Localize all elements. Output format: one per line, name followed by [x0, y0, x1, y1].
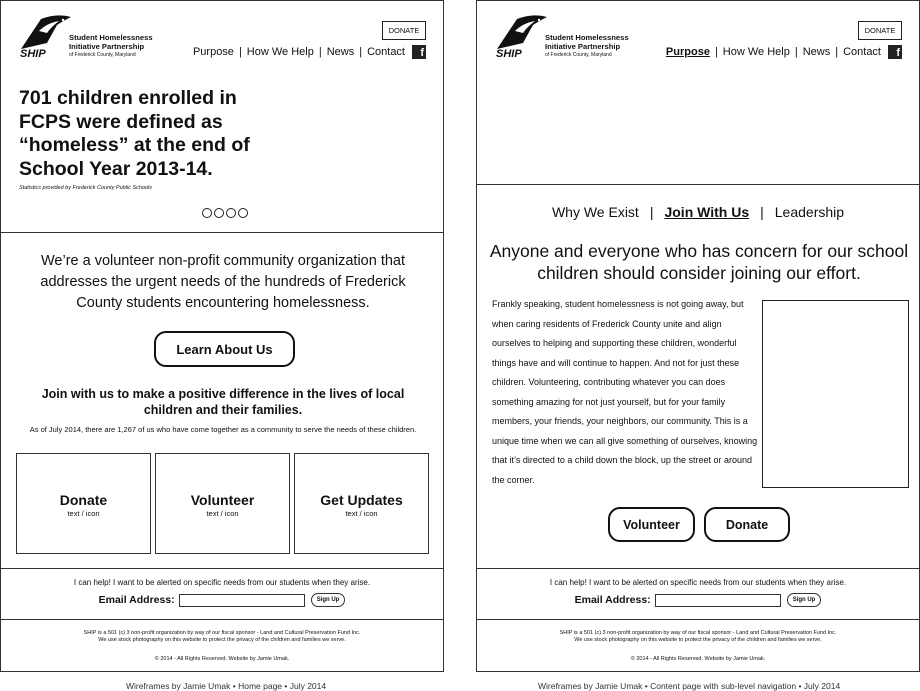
nav-item-purpose[interactable]: Purpose — [665, 46, 710, 58]
signup-row — [1, 593, 443, 607]
card-title: Volunteer — [190, 492, 255, 508]
subnav-separator: | — [760, 204, 764, 220]
donate-header-button[interactable]: DONATE — [382, 21, 426, 40]
org-location: of Frederick County, Maryland — [545, 52, 612, 58]
nav-separator: | — [835, 46, 839, 58]
section-divider — [477, 184, 919, 185]
sign-up-button[interactable]: Sign Up — [787, 593, 822, 607]
slider-dot-icon[interactable] — [226, 208, 236, 218]
image-placeholder — [762, 300, 909, 488]
signup-prompt: I can help! I want to be alerted on specific needs from our students when they arise. — [73, 578, 371, 587]
subnav-item-why-we-exist[interactable]: Why We Exist — [551, 204, 639, 220]
signup-prompt: I can help! I want to be alerted on specific needs from our students when they arise. — [549, 578, 847, 587]
email-field[interactable] — [179, 594, 305, 607]
hero-statistic: 701 children enrolled in FCPS were defined as “homeless” at the end of School Year 2013-14. — [19, 87, 250, 180]
section-divider — [1, 568, 443, 569]
subnav-item-join-with-us[interactable]: Join With Us — [664, 204, 750, 220]
content-heading: Anyone and everyone who has concern for our school children should consider joining our effort. — [489, 241, 909, 283]
section-divider — [1, 232, 443, 233]
org-location: of Frederick County, Maryland — [69, 52, 136, 58]
subnav-item-leadership[interactable]: Leadership — [774, 204, 845, 220]
join-heading: Join with us to make a positive difference in the lives of local children and their families. — [41, 387, 405, 417]
card-subtitle: text / icon — [67, 509, 100, 518]
nav-separator: | — [238, 46, 242, 58]
nav-item-how-we-help[interactable]: How We Help — [722, 46, 790, 58]
footer-copyright: © 2014 - All Rights Reserved. Website by Jamie Umak. — [154, 656, 290, 662]
nav-separator: | — [714, 46, 718, 58]
get-updates-card[interactable] — [294, 453, 429, 554]
slider-dot-icon[interactable] — [202, 208, 212, 218]
join-subtext: As of July 2014, there are 1,267 of us who have come together as a community to serve the needs of these children. — [29, 425, 417, 434]
slider-dot-icon[interactable] — [214, 208, 224, 218]
main-nav — [666, 45, 902, 59]
card-subtitle: text / icon — [345, 509, 378, 518]
site-logo[interactable] — [493, 13, 643, 63]
volunteer-button[interactable]: Volunteer — [608, 507, 695, 542]
home-page-wireframe — [0, 0, 444, 672]
donate-card[interactable] — [16, 453, 151, 554]
nav-item-how-we-help[interactable]: How We Help — [246, 46, 314, 58]
nav-item-contact[interactable]: Contact — [843, 46, 881, 58]
nav-item-purpose[interactable]: Purpose — [192, 46, 234, 58]
site-logo[interactable] — [17, 13, 167, 63]
hero-source-note: Statistics provided by Frederick County Public Schools — [19, 185, 152, 191]
ship-bird-logo-icon — [17, 13, 73, 61]
content-body-text: Frankly speaking, student homelessness is not going away, but when caring residents of Frederick County unite and align ourselves to helping and supporting these children, wonderful things have and will continue to happen. And not for just these children. Volunteering, contributing whatever you can does something amazing for not just yourself, but for your family members, your friends, your neighbors, our community. This is a unique time when we can all give something of ourselves, knowing that it’s directed to a child down the block, up the street or around the corner. — [492, 299, 758, 485]
org-name: Student Homelessness Initiative Partnership — [545, 33, 629, 51]
ship-bird-logo-icon — [493, 13, 549, 61]
slider-dot-icon[interactable] — [238, 208, 248, 218]
footer-copyright: © 2014 - All Rights Reserved. Website by Jamie Umak. — [630, 656, 766, 662]
nav-item-contact[interactable]: Contact — [367, 46, 405, 58]
donate-header-button[interactable]: DONATE — [858, 21, 902, 40]
nav-separator: | — [794, 46, 798, 58]
logo-word: SHIP — [496, 48, 522, 60]
card-title: Get Updates — [320, 492, 403, 508]
card-subtitle: text / icon — [206, 509, 239, 518]
facebook-icon[interactable]: f — [888, 45, 902, 59]
main-nav — [193, 45, 426, 59]
nav-item-news[interactable]: News — [326, 46, 355, 58]
subnav-separator: | — [649, 204, 654, 220]
section-divider — [477, 619, 919, 620]
email-field[interactable] — [655, 594, 781, 607]
footer-line-1: SHIP is a 501 (c) 3 non-profit organization by way of our fiscal sponsor - Land and Cultural Preservation Fund Inc. — [559, 630, 837, 636]
slider-dots — [202, 208, 248, 218]
nav-item-news[interactable]: News — [802, 46, 831, 58]
footer-line-2: We use stock photography on this website to protect the privacy of the children and families we serve. — [98, 637, 346, 643]
caption-right: Wireframes by Jamie Umak • Content page with sub-level navigation • July 2014 — [538, 681, 841, 691]
logo-word: SHIP — [20, 48, 46, 60]
nav-separator: | — [359, 46, 363, 58]
nav-separator: | — [318, 46, 322, 58]
sub-nav — [477, 204, 919, 220]
learn-about-us-button[interactable]: Learn About Us — [154, 331, 295, 367]
card-title: Donate — [59, 492, 108, 508]
email-label: Email Address: — [574, 594, 651, 606]
email-label: Email Address: — [98, 594, 175, 606]
mission-statement: We’re a volunteer non-profit community organization that addresses the urgent needs of the hundreds of Frederick County students encountering homelessness. — [40, 253, 406, 311]
footer-line-1: SHIP is a 501 (c) 3 non-profit organization by way of our fiscal sponsor - Land and Cultural Preservation Fund Inc. — [83, 630, 361, 636]
volunteer-card[interactable] — [155, 453, 290, 554]
sign-up-button[interactable]: Sign Up — [311, 593, 346, 607]
signup-row — [477, 593, 919, 607]
donate-button[interactable]: Donate — [704, 507, 790, 542]
caption-left: Wireframes by Jamie Umak • Home page • July 2014 — [126, 681, 327, 691]
footer-info — [477, 630, 919, 644]
content-page-wireframe — [476, 0, 920, 672]
section-divider — [1, 619, 443, 620]
facebook-icon[interactable]: f — [412, 45, 426, 59]
section-divider — [477, 568, 919, 569]
footer-info — [1, 630, 443, 644]
org-name: Student Homelessness Initiative Partnership — [69, 33, 153, 51]
footer-line-2: We use stock photography on this website to protect the privacy of the children and families we serve. — [574, 637, 822, 643]
